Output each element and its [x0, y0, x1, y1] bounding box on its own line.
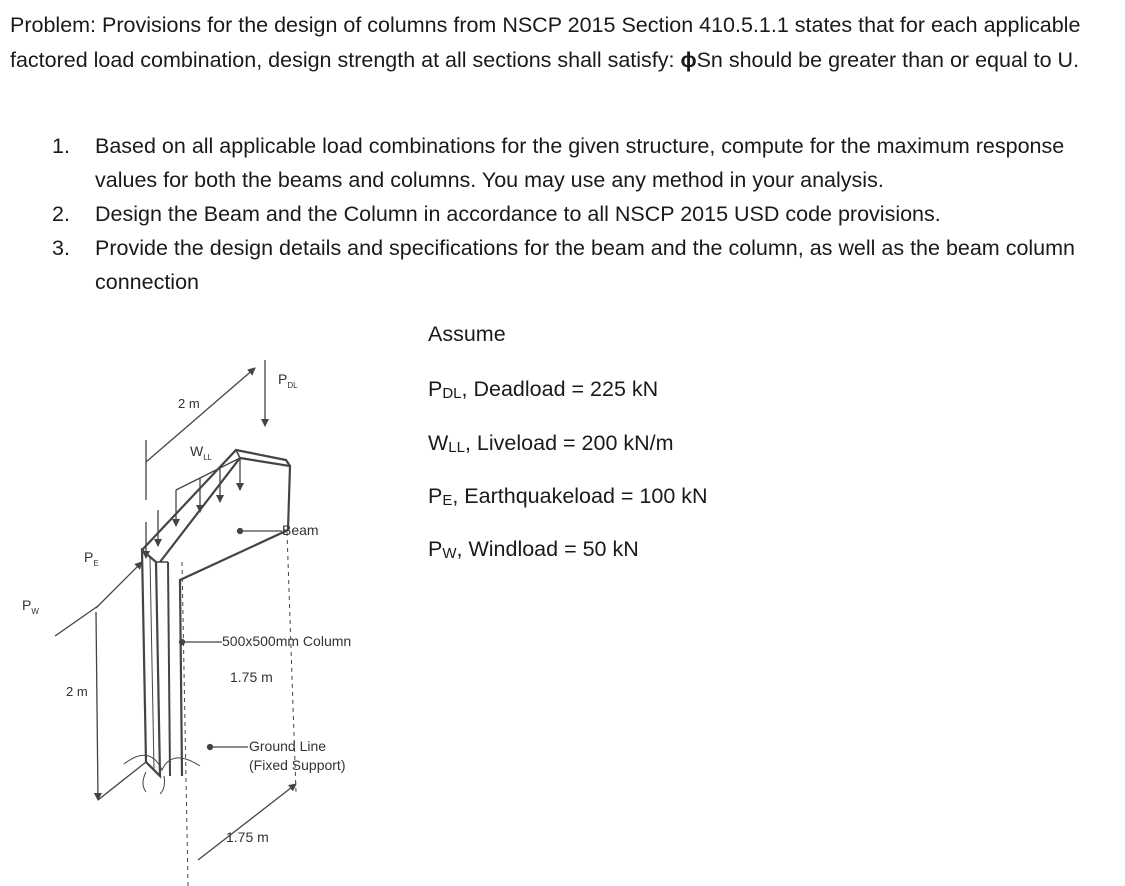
task-number: 2.	[52, 202, 70, 226]
task-item	[50, 129, 1110, 197]
p-w-symbol: P	[22, 597, 32, 613]
p-w-subscript: W	[31, 607, 39, 616]
task-text: Based on all applicable load combinations for the given structure, compute for the maximum response values for both the beams and columns. You may use any method in your analysis.	[95, 134, 1065, 192]
ground-line-label: Ground Line	[249, 738, 327, 754]
assume-heading: Assume	[428, 322, 506, 346]
task-list	[50, 129, 1110, 299]
dim-top-label: 2 m	[178, 396, 200, 411]
load-subscript: LL	[448, 439, 465, 456]
load-subscript: W	[442, 545, 457, 562]
problem-text-before: Problem: Provisions for the design of columns from NSCP 2015 Section 410.5.1.1 states that for each applicable factored load combination, design strength at all sections shall satisfy:	[10, 13, 1081, 72]
dim-bottom-label: 1.75 m	[226, 829, 269, 845]
p-w-label	[22, 597, 39, 616]
load-text: , Windload = 50 kN	[456, 537, 639, 561]
load-text: , Liveload = 200 kN/m	[464, 431, 674, 455]
dim-mid-label: 1.75 m	[230, 669, 273, 685]
load-subscript: E	[442, 492, 453, 509]
w-ll-label	[190, 443, 213, 462]
assume-liveload	[428, 431, 674, 456]
task-item	[50, 197, 1110, 231]
phi-symbol: ϕ	[680, 48, 697, 72]
p-dl-subscript: DL	[287, 381, 298, 390]
beam-outline	[160, 458, 290, 776]
load-symbol: P	[428, 537, 443, 561]
structure-diagram	[0, 300, 420, 886]
task-text: Design the Beam and the Column in accordance to all NSCP 2015 USD code provisions.	[95, 202, 941, 226]
load-text: , Deadload = 225 kN	[461, 377, 659, 401]
w-ll-symbol: W	[190, 443, 204, 459]
load-symbol: P	[428, 377, 443, 401]
p-e-subscript: E	[93, 559, 99, 568]
load-subscript: DL	[442, 385, 462, 402]
w-ll-subscript: LL	[203, 453, 213, 462]
beam-label: Beam	[282, 522, 319, 538]
task-number: 1.	[52, 134, 70, 158]
fixed-support-label: (Fixed Support)	[249, 757, 346, 773]
p-e-symbol: P	[84, 549, 94, 565]
task-number: 3.	[52, 236, 70, 260]
p-dl-symbol: P	[278, 371, 288, 387]
assume-deadload	[428, 377, 658, 402]
load-symbol: W	[428, 431, 449, 455]
column-label: 500x500mm Column	[222, 633, 352, 649]
p-dl-label	[278, 371, 298, 390]
problem-text-after: Sn should be greater than or equal to U.	[696, 48, 1080, 72]
dim-left-label: 2 m	[66, 684, 88, 699]
task-item	[50, 231, 1110, 299]
assume-windload	[428, 537, 639, 562]
assume-earthquakeload	[428, 484, 708, 509]
load-symbol: P	[428, 484, 443, 508]
problem-statement	[10, 8, 1110, 78]
p-e-label	[84, 549, 99, 568]
load-text: , Earthquakeload = 100 kN	[452, 484, 708, 508]
task-text: Provide the design details and specifications for the beam and the column, as well as the beam column connection	[95, 236, 1076, 294]
column-outline	[142, 550, 160, 776]
